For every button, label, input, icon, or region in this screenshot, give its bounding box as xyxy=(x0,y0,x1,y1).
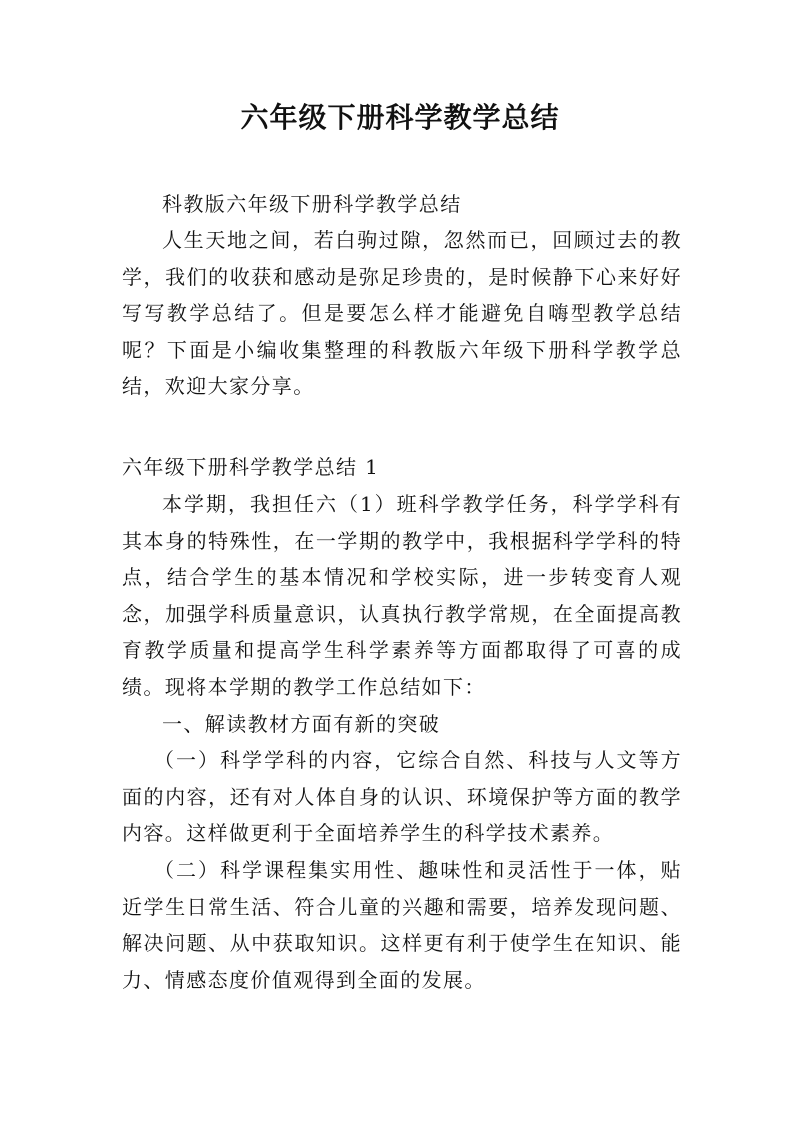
document-title: 六年级下册科学教学总结 xyxy=(240,101,560,134)
heading-1: 一、解读教材方面有新的突破 xyxy=(162,712,441,736)
paragraph-1: 本学期，我担任六（1）班科学教学任务，科学学科有其本身的特殊性，在一学期的教学中，我根据科学学科的特点，结合学生的基本情况和学校实际，进一步转变育人观念，加强学科质量意识，认真执行教学常规，在全面提高教育教学质量和提高学生科学素养等方面都取得了可喜的成绩。现将本学期的教学工作总结如下： xyxy=(122,492,682,699)
item-2-paragraph: （二）科学课程集实用性、趣味性和灵活性于一体，贴近学生日常生活、符合儿童的兴趣和需要，培养发现问题、解决问题、从中获取知识。这样更有利于使学生在知识、能力、情感态度价值观得到全面的发展。 xyxy=(122,858,682,992)
section-title: 六年级下册科学教学总结 1 xyxy=(122,455,380,479)
item-1-paragraph: （一）科学学科的内容，它综合自然、科技与人文等方面的内容，还有对人体自身的认识、环境保护等方面的教学内容。这样做更利于全面培养学生的科学技术素养。 xyxy=(122,748,682,846)
document-subtitle: 科教版六年级下册科学教学总结 xyxy=(162,192,462,216)
intro-paragraph: 人生天地之间，若白驹过隙，忽然而已，回顾过去的教学，我们的收获和感动是弥足珍贵的，是时候静下心来好好写写教学总结了。但是要怎么样才能避免自嗨型教学总结呢？下面是小编收集整理的科教版六年级下册科学教学总结，欢迎大家分享。 xyxy=(122,228,682,399)
